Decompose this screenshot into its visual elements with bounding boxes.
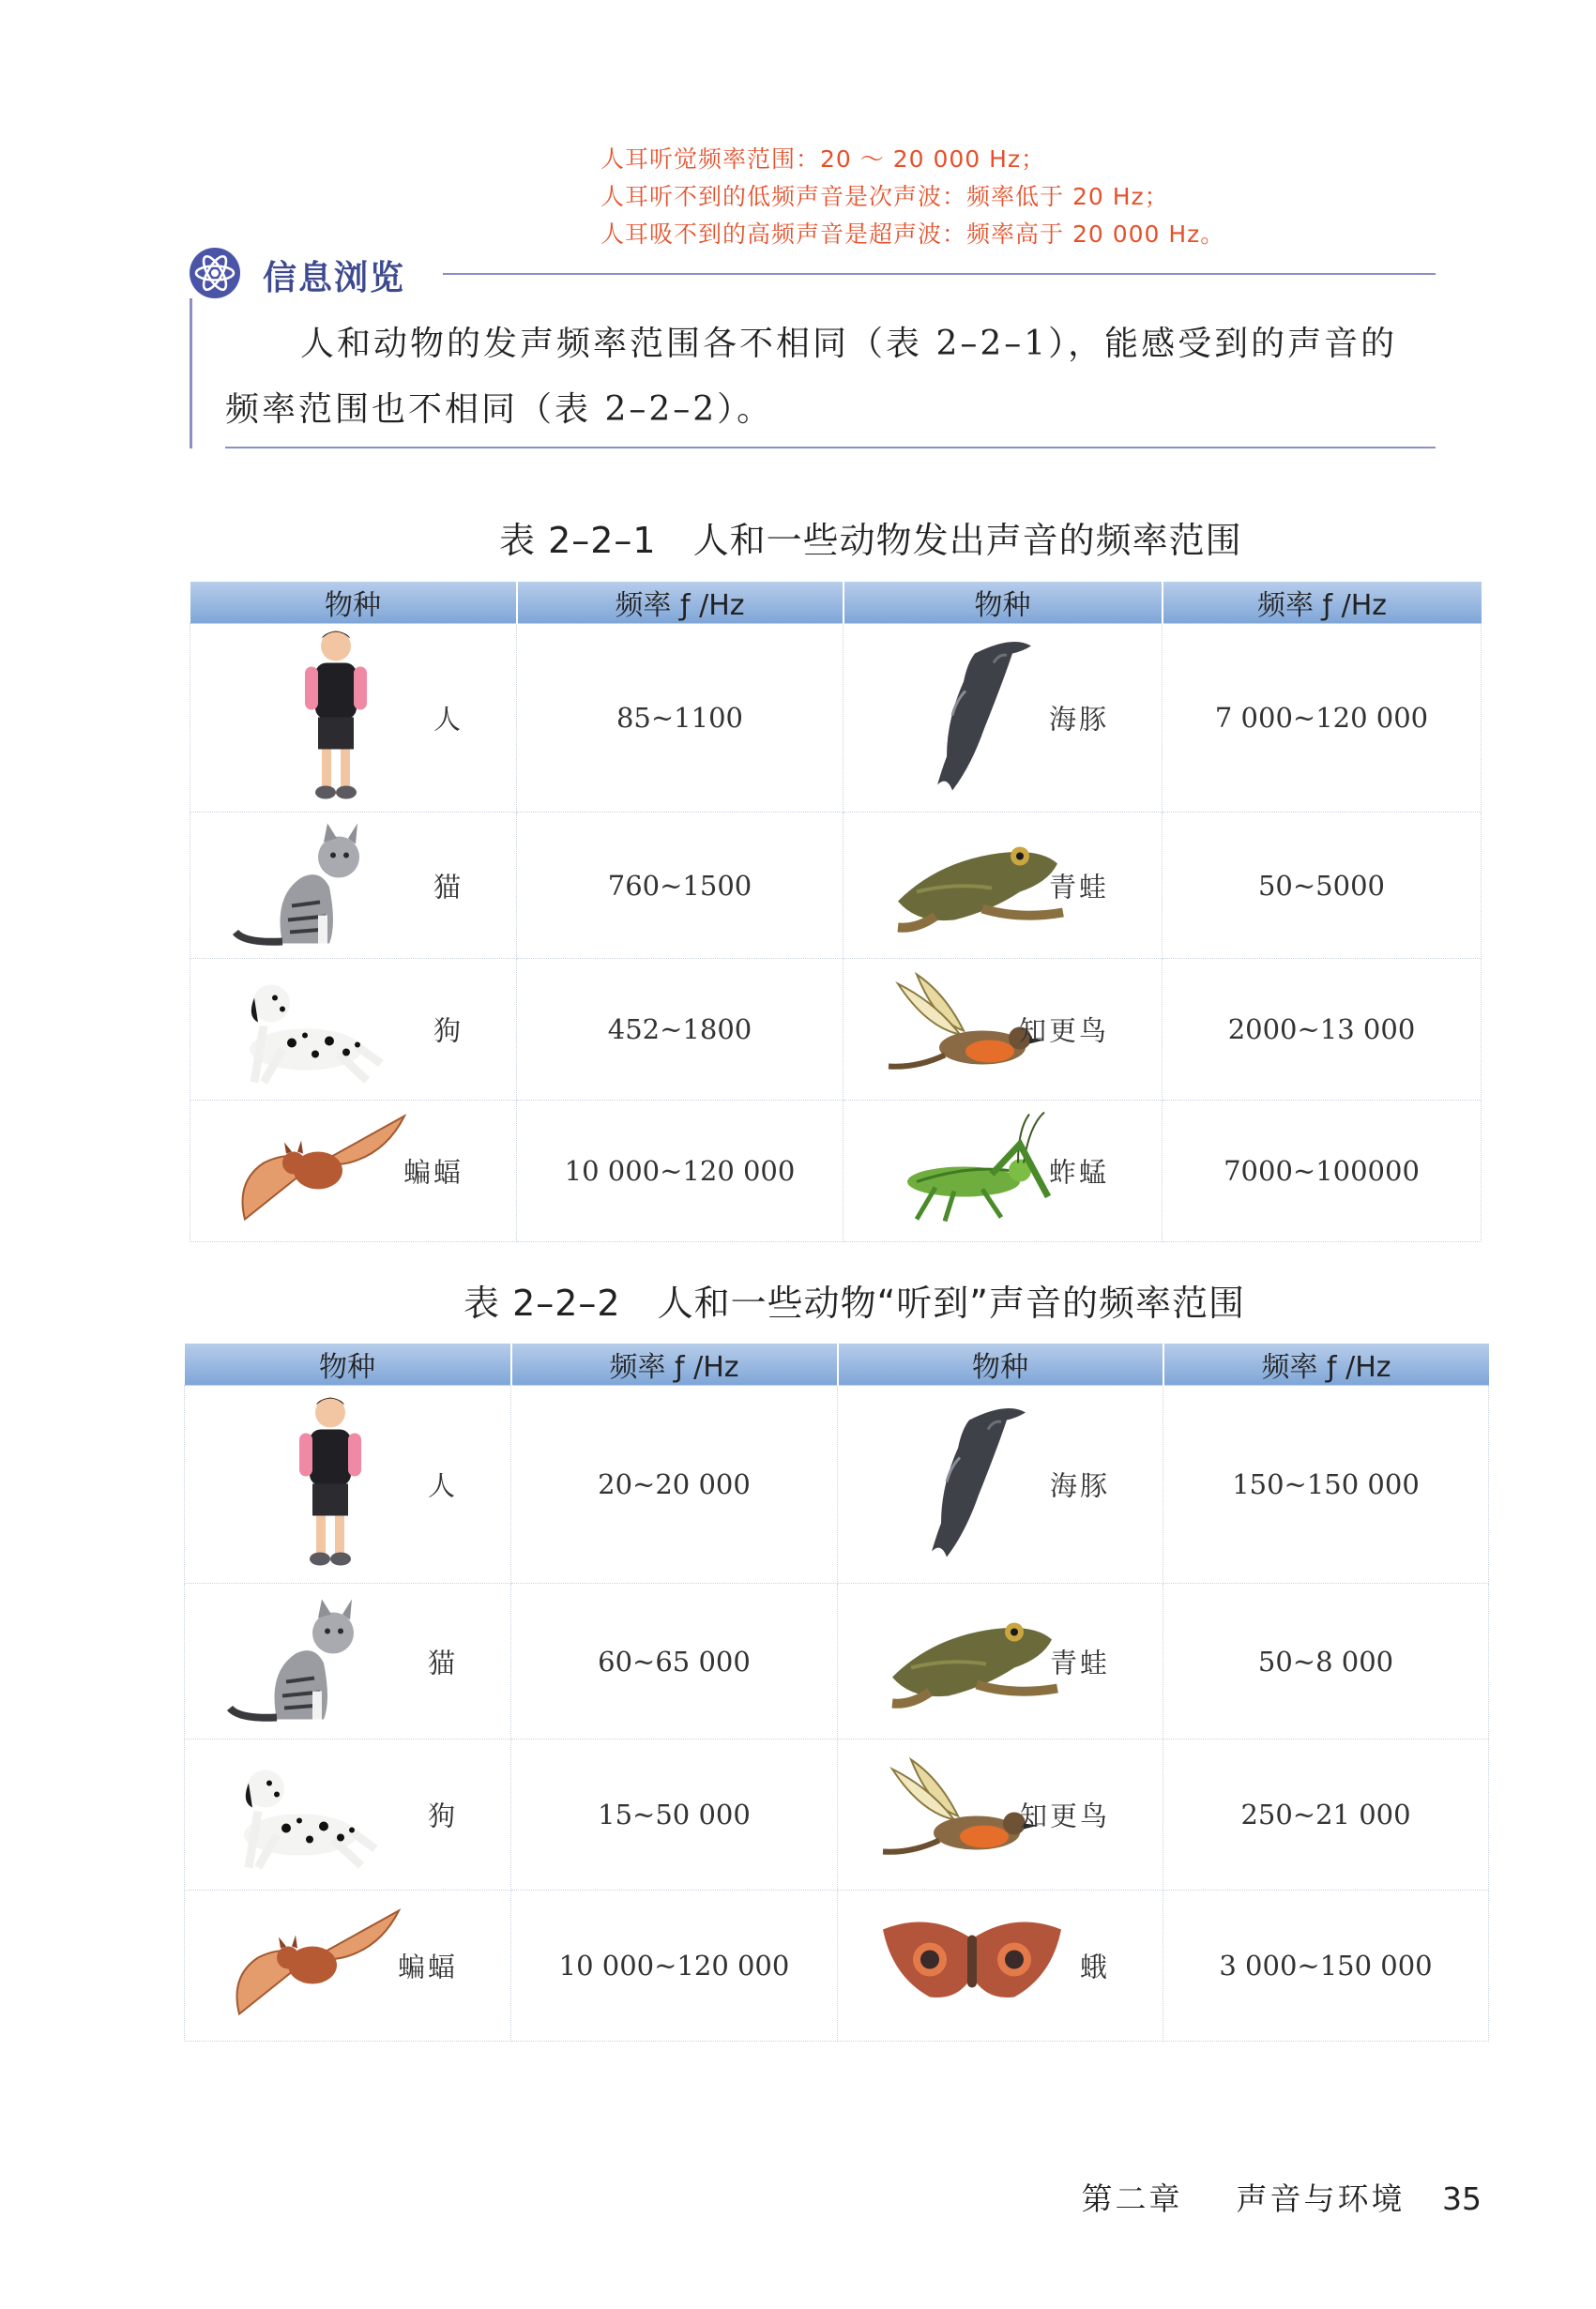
species-cell: [190, 813, 517, 959]
table-row: [190, 813, 1482, 959]
bat-icon: [220, 1892, 408, 2040]
column-header: 频率 ƒ /Hz: [511, 1344, 838, 1386]
species-cell-content: [190, 813, 516, 958]
species-cell-content: [190, 624, 516, 812]
chapter-title: 声音与环境: [1236, 2180, 1406, 2217]
cat-icon: [220, 1587, 371, 1735]
info-paragraph: 人和动物的发声频率范围各不相同（表 2–2–1），能感受到的声音的频率范围也不相同（表 2–2–2）。: [225, 325, 1398, 429]
page-footer: [1082, 2175, 1482, 2219]
species-cell: [838, 1386, 1163, 1584]
species-cell: [844, 624, 1163, 813]
species-name: 海豚: [1048, 703, 1109, 736]
frequency-cell: 7000~100000: [1163, 1101, 1482, 1242]
species-cell: [190, 624, 517, 813]
species-name: 青蛙: [1048, 871, 1109, 903]
species-cell-content: [190, 959, 516, 1100]
frequency-cell: 10 000~120 000: [517, 1101, 844, 1242]
margin-note-line: 人耳听觉频率范围：20 ～ 20 000 Hz；: [600, 145, 1046, 173]
species-name: 海豚: [1049, 1469, 1110, 1502]
frequency-cell: 50~5000: [1163, 813, 1482, 959]
bat-icon: [226, 1098, 414, 1245]
frequency-cell: 20~20 000: [511, 1386, 838, 1584]
species-name: 狗: [433, 1014, 464, 1047]
frog-icon: [879, 826, 1067, 945]
divider: [443, 273, 1436, 275]
table-row: [185, 1386, 1489, 1584]
species-cell: [190, 959, 517, 1101]
species-name: 知更鸟: [1019, 1800, 1110, 1832]
frequency-cell: 250~21 000: [1163, 1739, 1489, 1891]
species-cell: [844, 1101, 1163, 1242]
species-name: 人: [433, 703, 464, 736]
page-number: 35: [1442, 2180, 1482, 2217]
species-name: 蛾: [1079, 1951, 1110, 1983]
frequency-cell: 15~50 000: [511, 1739, 838, 1891]
dog-icon: [220, 1746, 380, 1884]
info-box: [188, 246, 1436, 452]
column-header: 物种: [185, 1344, 511, 1386]
table1: [190, 582, 1482, 1242]
species-cell-content: [844, 813, 1162, 958]
frequency-cell: 10 000~120 000: [511, 1891, 838, 2042]
frequency-cell: 7 000~120 000: [1163, 624, 1482, 813]
species-cell-content: [185, 1739, 510, 1890]
column-header: 频率 ƒ /Hz: [1163, 582, 1482, 624]
dolphin-icon: [904, 1392, 1035, 1577]
dolphin-icon: [909, 626, 1041, 811]
child-icon: [284, 626, 388, 811]
species-name: 人: [427, 1469, 458, 1502]
species-cell: [185, 1739, 511, 1891]
table2: [184, 1344, 1489, 2042]
column-header: 物种: [190, 582, 517, 624]
species-cell-content: [185, 1386, 510, 1583]
frog-icon: [874, 1602, 1061, 1721]
table-row: [190, 1101, 1482, 1242]
frequency-cell: 760~1500: [517, 813, 844, 959]
chapter-label: 第二章: [1081, 2180, 1183, 2217]
info-text: [225, 311, 1417, 443]
species-name: 蝙蝠: [403, 1156, 464, 1189]
species-cell-content: [844, 624, 1162, 812]
table2-caption: 表 2–2–2 人和一些动物“听到”声音的频率范围: [464, 1283, 1245, 1324]
frequency-cell: 452~1800: [517, 959, 844, 1101]
divider: [190, 298, 192, 448]
dog-icon: [226, 961, 386, 1099]
margin-note-line: 人耳吸不到的高频声音是超声波：频率高于 20 000 Hz。: [600, 220, 1225, 248]
info-title: 信息浏览: [263, 259, 406, 297]
grasshopper-icon: [879, 1107, 1067, 1236]
species-cell-content: [185, 1891, 510, 2041]
table-header-row: [190, 582, 1482, 624]
species-name: 知更鸟: [1018, 1014, 1109, 1047]
species-cell: [844, 813, 1163, 959]
column-header: 物种: [838, 1344, 1163, 1386]
column-header: 频率 ƒ /Hz: [1163, 1344, 1489, 1386]
column-header: 物种: [844, 582, 1163, 624]
species-name: 狗: [427, 1800, 458, 1832]
species-cell-content: [185, 1584, 510, 1739]
species-name: 猫: [427, 1647, 458, 1679]
margin-note-line: 人耳听不到的低频声音是次声波：频率低于 20 Hz；: [600, 183, 1169, 210]
species-name: 蝙蝠: [397, 1951, 458, 1983]
species-cell-content: [844, 959, 1162, 1100]
frequency-cell: 50~8 000: [1163, 1584, 1489, 1739]
species-name: 蚱蜢: [1048, 1156, 1109, 1189]
species-name: 猫: [433, 871, 464, 903]
species-cell-content: [844, 1101, 1162, 1241]
child-icon: [279, 1392, 382, 1577]
table-row: [185, 1739, 1489, 1891]
species-name: 青蛙: [1049, 1647, 1110, 1679]
species-cell-content: [838, 1386, 1163, 1583]
column-header: 频率 ƒ /Hz: [517, 582, 844, 624]
cat-icon: [226, 812, 376, 959]
frequency-cell: 2000~13 000: [1163, 959, 1482, 1101]
table-row: [190, 624, 1482, 813]
species-cell-content: [838, 1739, 1163, 1890]
species-cell: [838, 1739, 1163, 1891]
table1-caption: 表 2–2–1 人和一些动物发出声音的频率范围: [499, 520, 1242, 561]
species-cell-content: [190, 1101, 516, 1241]
table-header-row: [185, 1344, 1489, 1386]
species-cell: [190, 1101, 517, 1242]
species-cell: [185, 1891, 511, 2042]
species-cell: [185, 1584, 511, 1739]
table-row: [185, 1584, 1489, 1739]
species-cell-content: [838, 1891, 1163, 2041]
species-cell: [838, 1891, 1163, 2042]
margin-note: [600, 141, 1224, 253]
moth-icon: [874, 1911, 1071, 2021]
species-cell: [185, 1386, 511, 1584]
frequency-cell: 150~150 000: [1163, 1386, 1489, 1584]
table-row: [190, 959, 1482, 1101]
table-row: [185, 1891, 1489, 2042]
divider: [225, 447, 1436, 448]
frequency-cell: 60~65 000: [511, 1584, 838, 1739]
frequency-cell: 3 000~150 000: [1163, 1891, 1489, 2042]
species-cell: [844, 959, 1163, 1101]
species-cell-content: [838, 1584, 1163, 1739]
frequency-cell: 85~1100: [517, 624, 844, 813]
species-cell: [838, 1584, 1163, 1739]
atom-icon: [188, 246, 242, 300]
